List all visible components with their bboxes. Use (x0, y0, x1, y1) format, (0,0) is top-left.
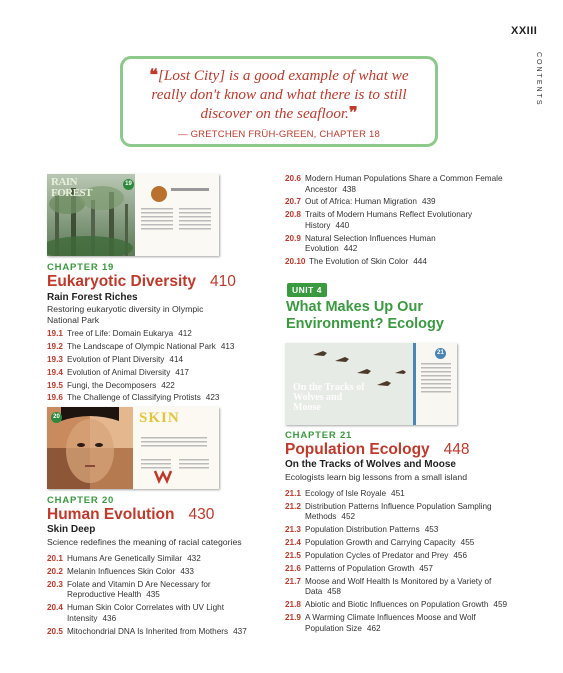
chapter-title[interactable] (285, 441, 470, 459)
toc-entry[interactable] (285, 600, 510, 611)
section-number: 21.4 (285, 538, 301, 548)
section-title: The Landscape of Olympic National Park (67, 341, 216, 351)
section-title-block (67, 393, 285, 404)
section-title-block (305, 502, 510, 523)
section-page: 457 (419, 563, 433, 573)
section-title-block (305, 234, 490, 255)
section-page: 452 (341, 512, 356, 522)
section-page: 444 (413, 257, 427, 267)
toc-entry[interactable] (285, 234, 490, 255)
thumbnail-badge: 19 (123, 179, 134, 190)
toc-entry[interactable] (285, 210, 510, 231)
section-title-block (67, 554, 285, 565)
section-title: Traits of Modern Humans Reflect Evolutionary History (305, 210, 473, 230)
thumbnail-title: SKIN (139, 410, 180, 426)
section-page: 462 (366, 623, 381, 633)
section-page: 433 (180, 566, 194, 576)
thumbnail-title: RAIN FOREST (51, 176, 93, 199)
section-title: Human Skin Color Correlates with UV Light Intensity (67, 603, 224, 623)
close-quote-icon: ❞ (348, 105, 358, 122)
section-page: 442 (343, 244, 358, 254)
section-title-block (67, 329, 285, 340)
section-number: 21.9 (285, 613, 301, 623)
section-title-block (67, 368, 285, 379)
section-number: 19.2 (47, 341, 63, 351)
chapter-title-text: Population Ecology (285, 441, 430, 458)
section-page: 422 (161, 380, 175, 390)
section-title: Evolution of Animal Diversity (67, 367, 171, 377)
section-number: 21.8 (285, 600, 301, 610)
chapter-subtitle: On the Tracks of Wolves and Moose (285, 459, 456, 470)
section-title: The Challenge of Classifying Protists (67, 393, 201, 403)
section-title: Tree of Life: Domain Eukarya (67, 329, 174, 338)
section-title: Mitochondrial DNA Is Inherited from Mothers (67, 626, 229, 636)
unit-badge: UNIT 4 (287, 283, 327, 297)
section-title: Humans Are Genetically Similar (67, 554, 183, 563)
chapter-19-sections (47, 329, 285, 406)
toc-entry[interactable] (47, 329, 285, 340)
section-number: 19.5 (47, 380, 63, 390)
chapter-description: Ecologists learn big lessons from a small island (285, 472, 468, 482)
section-page: 458 (327, 587, 341, 597)
section-number: 21.6 (285, 563, 301, 573)
section-number: 20.6 (285, 174, 301, 183)
section-page: 432 (187, 554, 201, 563)
section-title-block (305, 525, 510, 536)
section-number: 19.1 (47, 329, 63, 338)
chapter-subtitle: Rain Forest Riches (47, 292, 138, 303)
quote-attribution: — GRETCHEN FRÜH-GREEN, CHAPTER 18 (178, 129, 380, 140)
section-title-block (67, 342, 285, 353)
section-page: 453 (424, 525, 439, 535)
section-number: 21.7 (285, 576, 301, 586)
toc-entry[interactable] (285, 197, 510, 208)
section-page: 417 (175, 367, 189, 377)
chapter-page-number: 448 (443, 441, 470, 458)
section-title-block (309, 257, 510, 268)
section-title: Evolution of Plant Diversity (67, 354, 165, 364)
face-image (47, 407, 219, 489)
section-title-block (305, 600, 510, 611)
chapter-label: CHAPTER 20 (47, 495, 115, 506)
toc-entry[interactable] (285, 538, 485, 549)
chapter-21-thumbnail[interactable] (285, 343, 457, 425)
section-title-block (67, 381, 285, 392)
section-title-block (305, 551, 510, 562)
section-title-block (305, 538, 485, 549)
toc-entry[interactable] (285, 577, 510, 598)
toc-entry[interactable] (285, 174, 510, 195)
chapter-subtitle: Skin Deep (47, 524, 96, 535)
section-page: 437 (233, 626, 247, 636)
section-page: 413 (220, 341, 235, 351)
section-title-block (67, 603, 247, 624)
section-title-block (67, 627, 285, 638)
unit-title[interactable]: What Makes Up Our Environment? Ecology (286, 299, 444, 332)
section-title: Distribution Patterns Influence Population Sampling Methods (305, 501, 492, 522)
chapter-21-sections (285, 489, 510, 637)
quote-text: [Lost City] is a good example of what we really don't know and what there is to still discover on the seafloor. (151, 67, 409, 122)
toc-entry[interactable] (47, 627, 285, 638)
section-number: 21.1 (285, 489, 301, 498)
section-page: 459 (493, 600, 508, 610)
chapter-description: Science redefines the meaning of racial categories (47, 537, 242, 547)
section-title-block (305, 489, 510, 500)
open-quote-icon: ❝ (149, 67, 158, 84)
section-number: 20.7 (285, 197, 301, 207)
section-title-block (305, 577, 510, 598)
section-number: 19.4 (47, 367, 63, 377)
section-title: Ecology of Isle Royale (305, 489, 387, 498)
section-number: 20.2 (47, 566, 63, 576)
chapter-label: CHAPTER 21 (285, 430, 353, 441)
section-number: 19.6 (47, 393, 63, 403)
toc-entry[interactable] (285, 489, 510, 500)
thumbnail-badge: 21 (435, 348, 446, 359)
section-number: 20.1 (47, 554, 63, 563)
chapter-label: CHAPTER 19 (47, 262, 115, 273)
section-title: Patterns of Population Growth (305, 563, 415, 573)
section-label: CONTENTS (535, 52, 542, 107)
section-number: 21.3 (285, 525, 301, 535)
section-title: Melanin Influences Skin Color (67, 566, 176, 576)
section-number: 20.9 (285, 233, 301, 243)
section-title-block (305, 613, 510, 634)
section-page: 451 (391, 489, 405, 498)
toc-entry[interactable] (47, 580, 247, 601)
chapter-description: Restoring eukaryotic diversity in Olympic National Park (47, 304, 204, 325)
section-page: 438 (342, 184, 356, 194)
section-page: 455 (460, 538, 475, 548)
section-number: 21.2 (285, 501, 301, 511)
toc-entry[interactable] (47, 342, 285, 353)
section-title: The Evolution of Skin Color (309, 257, 409, 267)
section-title: A Warming Climate Influences Moose and Wolf Population Size (305, 613, 476, 633)
section-page: 436 (102, 613, 117, 623)
thumbnail-badge: 20 (51, 412, 62, 423)
section-title-block (305, 174, 510, 195)
toc-entry[interactable] (47, 603, 247, 624)
section-title: Fungi, the Decomposers (67, 380, 157, 390)
section-page: 423 (205, 393, 220, 403)
section-page: 440 (335, 220, 350, 230)
section-title-block (67, 567, 285, 578)
section-title-block (305, 210, 510, 231)
section-number: 20.5 (47, 626, 63, 636)
chapter-20-sections-part-1 (47, 554, 285, 639)
section-page: 439 (421, 197, 436, 207)
pull-quote (120, 56, 438, 147)
toc-entry[interactable] (47, 355, 285, 366)
section-page: 435 (146, 590, 160, 600)
chapter-20-thumbnail[interactable] (47, 407, 219, 489)
section-number: 20.3 (47, 579, 63, 589)
section-title-block (305, 197, 510, 208)
section-page: 414 (169, 354, 184, 364)
toc-entry[interactable] (47, 554, 285, 565)
toc-entry[interactable] (47, 567, 285, 578)
section-title-block (305, 564, 510, 575)
thumbnail-title: On the Tracks of Wolves and Moose (293, 382, 365, 413)
section-number: 20.4 (47, 603, 63, 613)
section-number: 20.10 (285, 257, 306, 267)
chapter-title[interactable] (47, 506, 214, 524)
toc-entry[interactable] (285, 551, 510, 562)
quote-text-block (135, 66, 423, 123)
section-title-block (67, 355, 285, 366)
chapter-page-number: 410 (210, 273, 236, 290)
section-title: Population Growth and Carrying Capacity (305, 538, 456, 548)
section-title: Out of Africa: Human Migration (305, 197, 417, 207)
toc-entry[interactable] (47, 381, 285, 392)
section-number: 19.3 (47, 354, 63, 364)
chapter-title-text: Human Evolution (47, 506, 175, 523)
toc-entry[interactable] (47, 368, 285, 379)
chapter-title[interactable] (47, 273, 236, 291)
toc-entry[interactable] (285, 525, 510, 536)
page-number: XXIII (511, 25, 538, 37)
section-number: 21.5 (285, 551, 301, 561)
section-title: Abiotic and Biotic Influences on Population Growth (305, 600, 489, 610)
toc-entry[interactable] (285, 257, 510, 268)
toc-entry[interactable] (285, 613, 510, 634)
section-title: Moose and Wolf Health Is Monitored by a Variety of Data (305, 576, 492, 597)
section-title: Folate and Vitamin D Are Necessary for Reproductive Health (67, 579, 211, 600)
section-title: Natural Selection Influences Human Evolution (305, 233, 436, 254)
section-title-block (67, 580, 247, 601)
toc-entry[interactable] (47, 393, 285, 404)
section-title: Population Distribution Patterns (305, 525, 420, 535)
section-title: Modern Human Populations Share a Common Female Ancestor (305, 174, 503, 194)
chapter-page-number: 430 (188, 506, 215, 523)
chapter-title-text: Eukaryotic Diversity (47, 273, 197, 290)
section-page: 412 (178, 329, 192, 338)
section-title: Population Cycles of Predator and Prey (305, 551, 449, 561)
chapter-20-sections-part-2 (285, 174, 510, 270)
section-number: 20.8 (285, 210, 301, 220)
chapter-19-thumbnail[interactable] (47, 174, 219, 256)
toc-entry[interactable] (285, 502, 510, 523)
toc-entry[interactable] (285, 564, 510, 575)
section-page: 456 (453, 551, 468, 561)
